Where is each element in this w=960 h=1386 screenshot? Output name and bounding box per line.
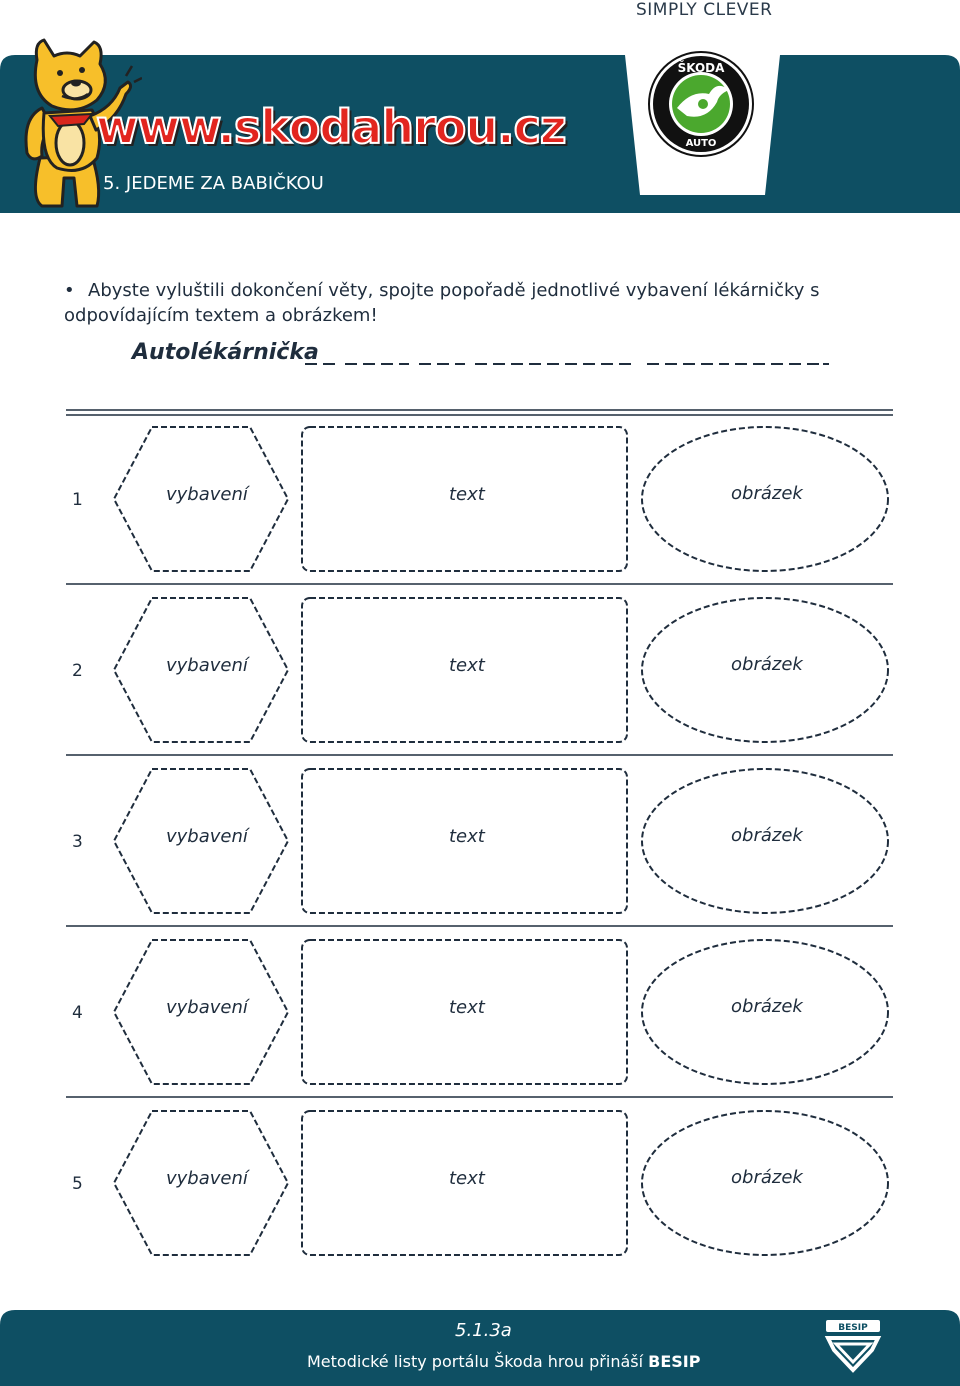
row-number: 1 xyxy=(72,490,83,510)
picture-label: obrázek xyxy=(731,483,803,504)
footer-text-brand: BESIP xyxy=(648,1352,701,1371)
row-number: 3 xyxy=(72,832,83,852)
footer-code: 5.1.3a xyxy=(455,1320,512,1341)
besip-logo-text: BESIP xyxy=(838,1323,868,1333)
picture-label: obrázek xyxy=(731,996,803,1017)
row-number: 2 xyxy=(72,661,83,681)
text-label: text xyxy=(449,655,485,676)
equipment-label: vybavení xyxy=(166,484,248,505)
picture-label: obrázek xyxy=(731,825,803,846)
text-label: text xyxy=(449,484,485,505)
text-label: text xyxy=(449,997,485,1018)
text-label: text xyxy=(449,1168,485,1189)
besip-logo-icon xyxy=(822,1318,884,1374)
svg-text:AUTO: AUTO xyxy=(685,138,717,149)
slogan: SIMPLY CLEVER xyxy=(636,0,773,20)
picture-label: obrázek xyxy=(731,1167,803,1188)
puzzle-label: Autolékárnička xyxy=(132,340,319,365)
row-number: 5 xyxy=(72,1174,83,1194)
site-title: www.skodahrou.cz xyxy=(96,100,566,154)
svg-text:ŠKODA: ŠKODA xyxy=(677,61,725,75)
text-label: text xyxy=(449,826,485,847)
equipment-label: vybavení xyxy=(166,997,248,1018)
lesson-title: 5. JEDEME ZA BABIČKOU xyxy=(103,173,324,194)
equipment-label: vybavení xyxy=(166,826,248,847)
bullet-icon: • xyxy=(64,280,75,301)
row-number: 4 xyxy=(72,1003,83,1023)
picture-label: obrázek xyxy=(731,654,803,675)
footer-text xyxy=(307,1352,700,1371)
instruction-text: Abyste vyluštili dokončení věty, spojte popořadě jednotlivé vybavení lékárničky s odpovídajícím textem a obrázkem! xyxy=(64,280,820,326)
equipment-label: vybavení xyxy=(166,655,248,676)
equipment-label: vybavení xyxy=(166,1168,248,1189)
footer-text-prefix: Metodické listy portálu Škoda hrou přináší xyxy=(307,1352,644,1371)
